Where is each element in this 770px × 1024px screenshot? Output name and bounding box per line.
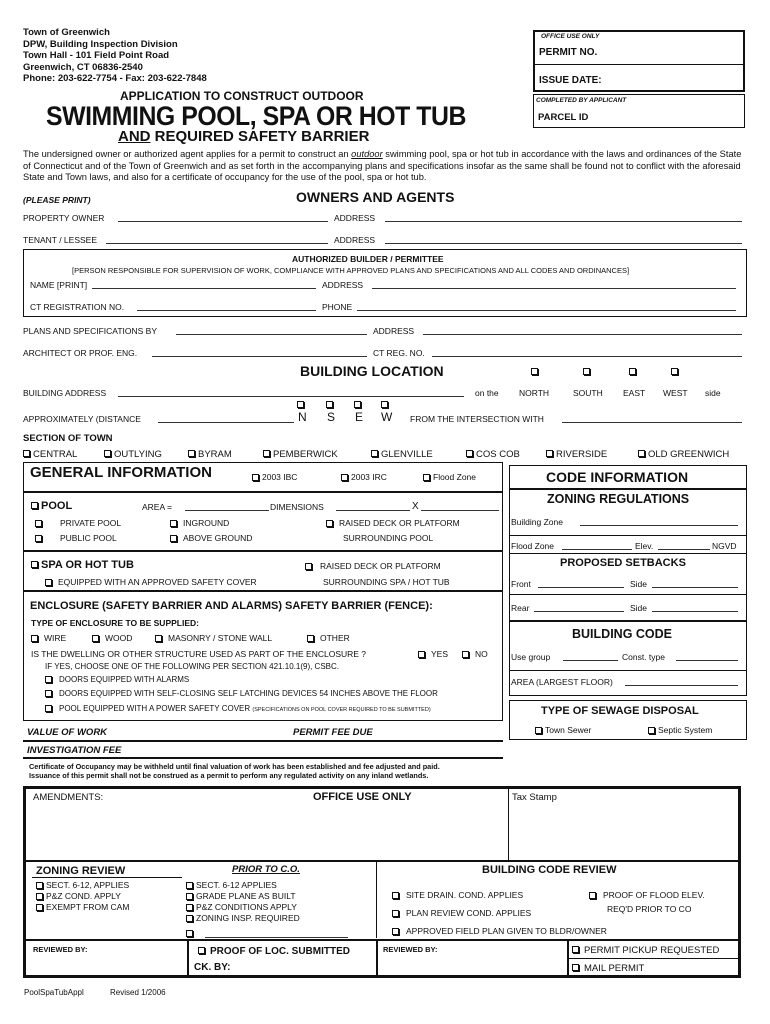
use-group-field[interactable] bbox=[563, 660, 618, 661]
if-yes-label: IF YES, CHOOSE ONE OF THE FOLLOWING PER SECTION 421.10.1(9), CSBC. bbox=[45, 662, 339, 671]
town-glenville[interactable] bbox=[371, 449, 433, 460]
mail-label: MAIL PERMIT bbox=[584, 963, 645, 974]
intro-paragraph bbox=[23, 149, 750, 184]
ibc-checkbox[interactable] bbox=[252, 472, 297, 482]
building-zone-label: Building Zone bbox=[511, 517, 563, 527]
checkbox-icon bbox=[31, 635, 38, 642]
pickup-checkbox[interactable] bbox=[572, 945, 719, 956]
private-pool-checkbox[interactable] bbox=[35, 518, 121, 528]
const-type-field[interactable] bbox=[676, 660, 738, 661]
location-heading: BUILDING LOCATION bbox=[300, 363, 444, 379]
checkbox-icon bbox=[45, 705, 52, 712]
ck-by-label[interactable]: CK. BY: bbox=[194, 962, 231, 973]
proof-flood-label: PROOF OF FLOOD ELEV. bbox=[603, 890, 705, 900]
inground-checkbox[interactable] bbox=[170, 518, 229, 528]
blank-field[interactable] bbox=[205, 937, 348, 938]
owner-address-field[interactable] bbox=[385, 221, 742, 222]
checkbox-icon bbox=[305, 563, 312, 570]
checkbox-icon bbox=[23, 450, 30, 457]
on-the-label: on the bbox=[475, 388, 499, 398]
dimensions-field-a[interactable] bbox=[336, 510, 410, 511]
yes-checkbox[interactable] bbox=[418, 649, 448, 659]
rear-label: Rear bbox=[511, 603, 530, 613]
plan-review-checkbox[interactable] bbox=[392, 908, 531, 918]
general-heading: GENERAL INFORMATION bbox=[30, 464, 212, 481]
checkbox-icon bbox=[186, 893, 193, 900]
checkbox-icon bbox=[31, 561, 38, 568]
checkbox-icon bbox=[36, 882, 43, 889]
raised-deck-spa-label: RAISED DECK OR PLATFORM bbox=[320, 561, 441, 571]
side-field-1[interactable] bbox=[652, 587, 738, 588]
flood-zone-label: Flood Zone bbox=[511, 541, 554, 551]
south-checkbox[interactable] bbox=[583, 368, 590, 375]
raised-deck-spa-checkbox[interactable] bbox=[305, 561, 441, 571]
building-zone-field[interactable] bbox=[580, 525, 738, 526]
divider bbox=[32, 877, 182, 878]
checkbox-icon bbox=[462, 651, 469, 658]
proof-loc-checkbox[interactable] bbox=[198, 946, 350, 957]
from-intersection-label: FROM THE INTERSECTION WITH bbox=[410, 414, 544, 424]
divider bbox=[187, 939, 189, 976]
checkbox-icon bbox=[45, 690, 52, 697]
front-label: Front bbox=[511, 579, 531, 589]
tenant-field[interactable] bbox=[106, 243, 328, 244]
type-enclosure-label: TYPE OF ENCLOSURE TO BE SUPPLIED: bbox=[31, 618, 199, 628]
sewage-heading: TYPE OF SEWAGE DISPOSAL bbox=[541, 705, 699, 717]
checkbox-icon bbox=[341, 474, 348, 481]
intro-part2: swimming pool, spa or hot tub in accordance with the laws and ordinances of the State of Connecticut and of the Town of Greenwich and as set forth in the accompanying plans and specifications insofar as the same shall be found not to conflict with the aforesaid State and Town laws, and also for a certificate of occupancy for the use of the pool, spa or hot tub. bbox=[23, 149, 742, 182]
checkbox-icon bbox=[535, 727, 542, 734]
checkbox-icon bbox=[36, 904, 43, 911]
tax-stamp-label: Tax Stamp bbox=[512, 792, 557, 803]
inground-label: INGROUND bbox=[183, 518, 230, 528]
divider bbox=[508, 788, 509, 860]
use-group-label: Use group bbox=[511, 652, 551, 662]
checkbox-icon bbox=[263, 450, 270, 457]
doors-alarms-checkbox[interactable] bbox=[45, 675, 189, 684]
town-label: OUTLYING bbox=[114, 449, 162, 460]
e-checkbox[interactable] bbox=[354, 401, 361, 408]
prior-item[interactable] bbox=[186, 902, 297, 912]
divider bbox=[509, 594, 747, 595]
pool-cover-label: POOL EQUIPPED WITH A POWER SAFETY COVER bbox=[59, 704, 251, 713]
prior-item-label: P&Z CONDITIONS APPLY bbox=[196, 902, 297, 912]
const-type-label: Const. type bbox=[622, 652, 665, 662]
zoning-item-label: P&Z COND. APPLY bbox=[46, 891, 121, 901]
divider bbox=[26, 860, 738, 862]
w-label: W bbox=[381, 410, 393, 424]
e-label: E bbox=[355, 410, 364, 424]
divider bbox=[376, 939, 378, 976]
office-use-heading: OFFICE USE ONLY bbox=[313, 791, 412, 803]
west-label: WEST bbox=[663, 388, 688, 398]
plans-by-label: PLANS AND SPECIFICATIONS BY bbox=[23, 326, 157, 336]
area-label: AREA = bbox=[142, 502, 173, 512]
property-owner-label: PROPERTY OWNER bbox=[23, 213, 105, 223]
approved-field-checkbox[interactable] bbox=[392, 926, 607, 936]
divider bbox=[509, 670, 747, 671]
town-label: CENTRAL bbox=[33, 449, 78, 460]
irc-checkbox[interactable] bbox=[341, 472, 387, 482]
largest-floor-label: AREA (LARGEST FLOOR) bbox=[511, 677, 613, 687]
office-only-label: OFFICE USE ONLY bbox=[541, 33, 600, 40]
checkbox-icon bbox=[104, 450, 111, 457]
phone-field[interactable] bbox=[357, 310, 736, 311]
plan-review-label: PLAN REVIEW COND. APPLIES bbox=[406, 908, 532, 918]
flood-zone-checkbox[interactable] bbox=[423, 472, 476, 482]
west-checkbox[interactable] bbox=[671, 368, 678, 375]
septic-checkbox[interactable] bbox=[648, 725, 712, 735]
town-label: OLD GREENWICH bbox=[648, 449, 730, 460]
org-address-block bbox=[23, 27, 207, 85]
ct-registration-field[interactable] bbox=[137, 310, 316, 311]
dimensions-field-b[interactable] bbox=[421, 510, 499, 511]
reqd-co-label: REQ'D PRIOR TO CO bbox=[607, 904, 692, 914]
builder-note: [PERSON RESPONSIBLE FOR SUPERVISION OF WORK, COMPLIANCE WITH APPROVED PLANS AND SPECIFICATIONS AND ALL CODES AND ORDINANCES] bbox=[72, 266, 630, 275]
town-old-greenwich[interactable] bbox=[638, 449, 729, 460]
divider bbox=[26, 939, 738, 941]
town-byram[interactable] bbox=[188, 449, 232, 460]
section-of-town-label: SECTION OF TOWN bbox=[23, 433, 113, 444]
plans-address-label: ADDRESS bbox=[373, 326, 415, 336]
wire-label: WIRE bbox=[44, 633, 67, 643]
pickup-label: PERMIT PICKUP REQUESTED bbox=[584, 945, 720, 956]
org-line: Phone: 203-622-7754 - Fax: 203-622-7848 bbox=[23, 73, 207, 84]
parcel-id-label[interactable]: PARCEL ID bbox=[538, 112, 589, 123]
s-label: S bbox=[327, 410, 336, 424]
reviewed-by-label[interactable]: REVIEWED BY: bbox=[33, 945, 88, 954]
raised-deck-checkbox[interactable] bbox=[326, 518, 460, 528]
north-label: NORTH bbox=[519, 388, 550, 398]
setbacks-heading: PROPOSED SETBACKS bbox=[560, 557, 686, 569]
spa-label: SPA OR HOT TUB bbox=[41, 559, 134, 571]
private-pool-label: PRIVATE POOL bbox=[60, 518, 122, 528]
builder-heading: AUTHORIZED BUILDER / PERMITTEE bbox=[292, 254, 444, 264]
doors-alarms-label: DOORS EQUIPPED WITH ALARMS bbox=[59, 675, 190, 684]
ibc-label: 2003 IBC bbox=[262, 472, 298, 482]
pool-label: POOL bbox=[41, 500, 73, 512]
flood-label: Flood Zone bbox=[433, 472, 476, 482]
intro-part1: The undersigned owner or authorized agent applies for a permit to construct an bbox=[23, 149, 352, 159]
subtitle-rest: REQUIRED SAFETY BARRIER bbox=[150, 128, 370, 145]
checkbox-icon bbox=[326, 520, 333, 527]
flood-zone-field[interactable] bbox=[562, 549, 632, 550]
tenant-address-label: ADDRESS bbox=[334, 235, 376, 245]
owner-address-label: ADDRESS bbox=[334, 213, 376, 223]
blank-checkbox[interactable] bbox=[186, 930, 193, 937]
checkbox-icon bbox=[155, 635, 162, 642]
permit-no-label[interactable]: PERMIT NO. bbox=[539, 47, 598, 58]
town-label: BYRAM bbox=[198, 449, 232, 460]
no-label: NO bbox=[475, 649, 488, 659]
prior-item-label: GRADE PLANE AS BUILT bbox=[196, 891, 296, 901]
checkbox-icon bbox=[170, 520, 177, 527]
please-print: (PLEASE PRINT) bbox=[23, 195, 91, 205]
org-line: DPW, Building Inspection Division bbox=[23, 38, 178, 50]
largest-floor-field[interactable] bbox=[625, 685, 738, 686]
owners-heading: OWNERS AND AGENTS bbox=[296, 189, 455, 205]
mail-checkbox[interactable] bbox=[572, 963, 644, 974]
checkbox-icon bbox=[638, 450, 645, 457]
town-cos-cob[interactable] bbox=[466, 449, 520, 460]
surrounding-spa-label: SURROUNDING SPA / HOT TUB bbox=[323, 577, 450, 587]
east-checkbox[interactable] bbox=[629, 368, 636, 375]
s-checkbox[interactable] bbox=[326, 401, 333, 408]
checkbox-icon bbox=[36, 893, 43, 900]
checkbox-icon bbox=[252, 474, 259, 481]
investigation-label[interactable]: INVESTIGATION FEE bbox=[27, 745, 122, 756]
notice-line-2: Issuance of this permit shall not be construed as a permit to perform any regulated activity on any inland wetlands. bbox=[29, 771, 429, 780]
architect-field[interactable] bbox=[152, 356, 367, 357]
tenant-address-field[interactable] bbox=[385, 243, 742, 244]
divider bbox=[533, 64, 745, 65]
builder-address-field[interactable] bbox=[372, 288, 736, 289]
proof-loc-label: PROOF OF LOC. SUBMITTED bbox=[210, 946, 350, 957]
value-work-label[interactable]: VALUE OF WORK bbox=[27, 727, 108, 738]
zoning-item[interactable] bbox=[36, 891, 121, 901]
public-pool-checkbox[interactable] bbox=[35, 533, 117, 543]
safety-cover-checkbox[interactable] bbox=[45, 577, 257, 587]
town-label: GLENVILLE bbox=[381, 449, 433, 460]
revised-date: Revised 1/2006 bbox=[110, 988, 166, 997]
zoning-item-label: SECT. 6-12, APPLIES bbox=[46, 880, 130, 890]
above-ground-checkbox[interactable] bbox=[170, 533, 252, 543]
org-line: Town Hall - 101 Field Point Road bbox=[23, 50, 170, 61]
checkbox-icon bbox=[371, 450, 378, 457]
side-label-1: Side bbox=[630, 579, 648, 589]
pool-cover-checkbox[interactable] bbox=[45, 704, 431, 713]
checkbox-icon bbox=[186, 904, 193, 911]
approved-field-label: APPROVED FIELD PLAN GIVEN TO BLDR/OWNER bbox=[406, 926, 607, 936]
checkbox-icon bbox=[170, 535, 177, 542]
masonry-checkbox[interactable] bbox=[155, 633, 272, 643]
intersection-field[interactable] bbox=[562, 422, 742, 423]
building-address-label: BUILDING ADDRESS bbox=[23, 388, 107, 398]
town-pemberwick[interactable] bbox=[263, 449, 338, 460]
completed-by-label: COMPLETED BY APPLICANT bbox=[536, 97, 627, 104]
fee-line-2 bbox=[23, 757, 503, 759]
checkbox-icon bbox=[45, 579, 52, 586]
checkbox-icon bbox=[418, 651, 425, 658]
checkbox-icon bbox=[466, 450, 473, 457]
elev-label: Elev. bbox=[635, 541, 654, 551]
dwelling-question: IS THE DWELLING OR OTHER STRUCTURE USED AS PART OF THE ENCLOSURE ? bbox=[31, 649, 367, 659]
n-checkbox[interactable] bbox=[297, 401, 304, 408]
building-address-field[interactable] bbox=[118, 396, 464, 397]
amendments-label: AMENDMENTS: bbox=[33, 792, 104, 803]
site-drain-label: SITE DRAIN. COND. APPLIES bbox=[406, 890, 524, 900]
app-line: APPLICATION TO CONSTRUCT OUTDOOR bbox=[120, 89, 364, 103]
zoning-item[interactable] bbox=[36, 880, 129, 890]
approx-label: APPROXIMATELY (DISTANCE bbox=[23, 414, 141, 424]
page-title: SWIMMING POOL, SPA OR HOT TUB bbox=[46, 101, 466, 131]
town-label: PEMBERWICK bbox=[273, 449, 338, 460]
plans-address-field[interactable] bbox=[423, 334, 742, 335]
name-print-label: NAME [PRINT] bbox=[30, 280, 88, 290]
town-outlying[interactable] bbox=[104, 449, 162, 460]
org-line: Town of Greenwich bbox=[23, 27, 110, 38]
above-ground-label: ABOVE GROUND bbox=[183, 533, 253, 543]
checkbox-icon bbox=[648, 727, 655, 734]
distance-field[interactable] bbox=[158, 422, 294, 423]
raised-deck-label: RAISED DECK OR PLATFORM bbox=[339, 518, 460, 528]
n-label: N bbox=[298, 410, 307, 424]
prior-co-heading: PRIOR TO C.O. bbox=[232, 864, 300, 875]
ct-reg-no-label: CT REG. NO. bbox=[373, 348, 425, 358]
masonry-label: MASONRY / STONE WALL bbox=[168, 633, 273, 643]
town-label: RIVERSIDE bbox=[556, 449, 608, 460]
bcr-heading: BUILDING CODE REVIEW bbox=[482, 864, 617, 876]
front-field[interactable] bbox=[538, 587, 624, 588]
phone-label: PHONE bbox=[322, 302, 353, 312]
pool-cover-note: (SPECIFICATIONS ON POOL COVER REQUIRED TO BE SUBMITTED) bbox=[252, 707, 431, 713]
reviewed-by-2-label[interactable]: REVIEWED BY: bbox=[383, 945, 438, 954]
enclosure-heading: ENCLOSURE (SAFETY BARRIER AND ALARMS) SAFETY BARRIER (FENCE): bbox=[30, 600, 433, 612]
safety-cover-label: EQUIPPED WITH AN APPROVED SAFETY COVER bbox=[58, 577, 257, 587]
checkbox-icon bbox=[572, 946, 579, 953]
doors-self-checkbox[interactable] bbox=[45, 689, 438, 698]
checkbox-icon bbox=[45, 676, 52, 683]
town-sewer-label: Town Sewer bbox=[545, 725, 592, 735]
no-checkbox[interactable] bbox=[462, 649, 488, 659]
other-label: OTHER bbox=[320, 633, 350, 643]
checkbox-icon bbox=[572, 964, 579, 971]
wood-label: WOOD bbox=[105, 633, 133, 643]
property-owner-field[interactable] bbox=[118, 221, 328, 222]
zoning-item-label: EXEMPT FROM CAM bbox=[46, 902, 130, 912]
zoning-item[interactable] bbox=[36, 902, 129, 912]
wire-checkbox[interactable] bbox=[31, 633, 66, 643]
prior-item-label: SECT. 6-12 APPLIES bbox=[196, 880, 277, 890]
checkbox-icon bbox=[188, 450, 195, 457]
checkbox-icon bbox=[186, 915, 193, 922]
checkbox-icon bbox=[35, 535, 42, 542]
town-riverside[interactable] bbox=[546, 449, 607, 460]
page-subtitle bbox=[118, 128, 369, 145]
prior-item[interactable] bbox=[186, 913, 300, 923]
east-label: EAST bbox=[623, 388, 646, 398]
town-sewer-checkbox[interactable] bbox=[535, 725, 591, 735]
checkbox-icon bbox=[307, 635, 314, 642]
prior-item[interactable] bbox=[186, 891, 296, 901]
architect-label: ARCHITECT OR PROF. ENG. bbox=[23, 348, 138, 358]
permit-fee-label[interactable]: PERMIT FEE DUE bbox=[293, 727, 373, 738]
north-checkbox[interactable] bbox=[531, 368, 538, 375]
area-field[interactable] bbox=[185, 510, 269, 511]
builder-name-field[interactable] bbox=[92, 288, 316, 289]
doors-self-label: DOORS EQUIPPED WITH SELF-CLOSING SELF LATCHING DEVICES 54 INCHES ABOVE THE FLOOR bbox=[59, 689, 438, 698]
prior-item[interactable] bbox=[186, 880, 277, 890]
site-drain-checkbox[interactable] bbox=[392, 890, 523, 900]
fee-line-1 bbox=[23, 740, 503, 742]
issue-date-label[interactable]: ISSUE DATE: bbox=[539, 75, 602, 86]
pool-checkbox[interactable] bbox=[31, 500, 72, 512]
other-checkbox[interactable] bbox=[307, 633, 350, 643]
checkbox-icon bbox=[31, 502, 38, 509]
septic-label: Septic System bbox=[658, 725, 713, 735]
zoning-review-heading: ZONING REVIEW bbox=[36, 865, 126, 877]
spa-checkbox[interactable] bbox=[31, 559, 134, 571]
checkbox-icon bbox=[35, 520, 42, 527]
prior-item-label: ZONING INSP. REQUIRED bbox=[196, 913, 300, 923]
dimensions-label: DIMENSIONS bbox=[270, 502, 324, 512]
town-label: COS COB bbox=[476, 449, 520, 460]
public-pool-label: PUBLIC POOL bbox=[60, 533, 117, 543]
checkbox-icon bbox=[92, 635, 99, 642]
elev-field[interactable] bbox=[658, 549, 710, 550]
intro-outdoor: outdoor bbox=[351, 149, 383, 159]
divider bbox=[509, 553, 747, 554]
checkbox-icon bbox=[392, 892, 399, 899]
side-field-2[interactable] bbox=[652, 611, 738, 612]
zoning-heading: ZONING REGULATIONS bbox=[547, 492, 690, 506]
surrounding-pool-label: SURROUNDING POOL bbox=[343, 533, 434, 543]
x-label: X bbox=[412, 501, 419, 512]
checkbox-icon bbox=[423, 474, 430, 481]
town-central[interactable] bbox=[23, 449, 77, 460]
checkbox-icon bbox=[392, 928, 399, 935]
divider bbox=[509, 535, 747, 536]
yes-label: YES bbox=[431, 649, 449, 659]
code-heading: CODE INFORMATION bbox=[546, 469, 689, 485]
wood-checkbox[interactable] bbox=[92, 633, 132, 643]
org-line: Greenwich, CT 06836-2540 bbox=[23, 61, 143, 73]
side-label-2: Side bbox=[630, 603, 648, 613]
side-label: side bbox=[705, 388, 721, 398]
divider bbox=[567, 958, 738, 959]
checkbox-icon bbox=[589, 892, 596, 899]
irc-label: 2003 IRC bbox=[351, 472, 387, 482]
proof-flood-checkbox[interactable] bbox=[589, 890, 705, 900]
south-label: SOUTH bbox=[573, 388, 603, 398]
ct-registration-label: CT REGISTRATION NO. bbox=[30, 302, 125, 312]
tenant-label: TENANT / LESSEE bbox=[23, 235, 98, 245]
divider bbox=[376, 860, 377, 938]
rear-field[interactable] bbox=[534, 611, 624, 612]
notice-line-1: Certificate of Occupancy may be withheld until final valuation of work has been established and fee adjusted and paid. bbox=[29, 762, 440, 771]
building-code-heading: BUILDING CODE bbox=[572, 627, 672, 641]
builder-address-label: ADDRESS bbox=[322, 280, 364, 290]
ngvd-label: NGVD bbox=[712, 541, 737, 551]
plans-by-field[interactable] bbox=[176, 334, 367, 335]
checkbox-icon bbox=[546, 450, 553, 457]
zoning-box bbox=[509, 489, 747, 621]
ct-reg-no-field[interactable] bbox=[432, 356, 742, 357]
checkbox-icon bbox=[198, 947, 205, 954]
subtitle-and: AND bbox=[118, 128, 151, 145]
form-id: PoolSpaTubAppl bbox=[24, 988, 84, 997]
checkbox-icon bbox=[392, 910, 399, 917]
checkbox-icon bbox=[186, 882, 193, 889]
w-checkbox[interactable] bbox=[381, 401, 388, 408]
